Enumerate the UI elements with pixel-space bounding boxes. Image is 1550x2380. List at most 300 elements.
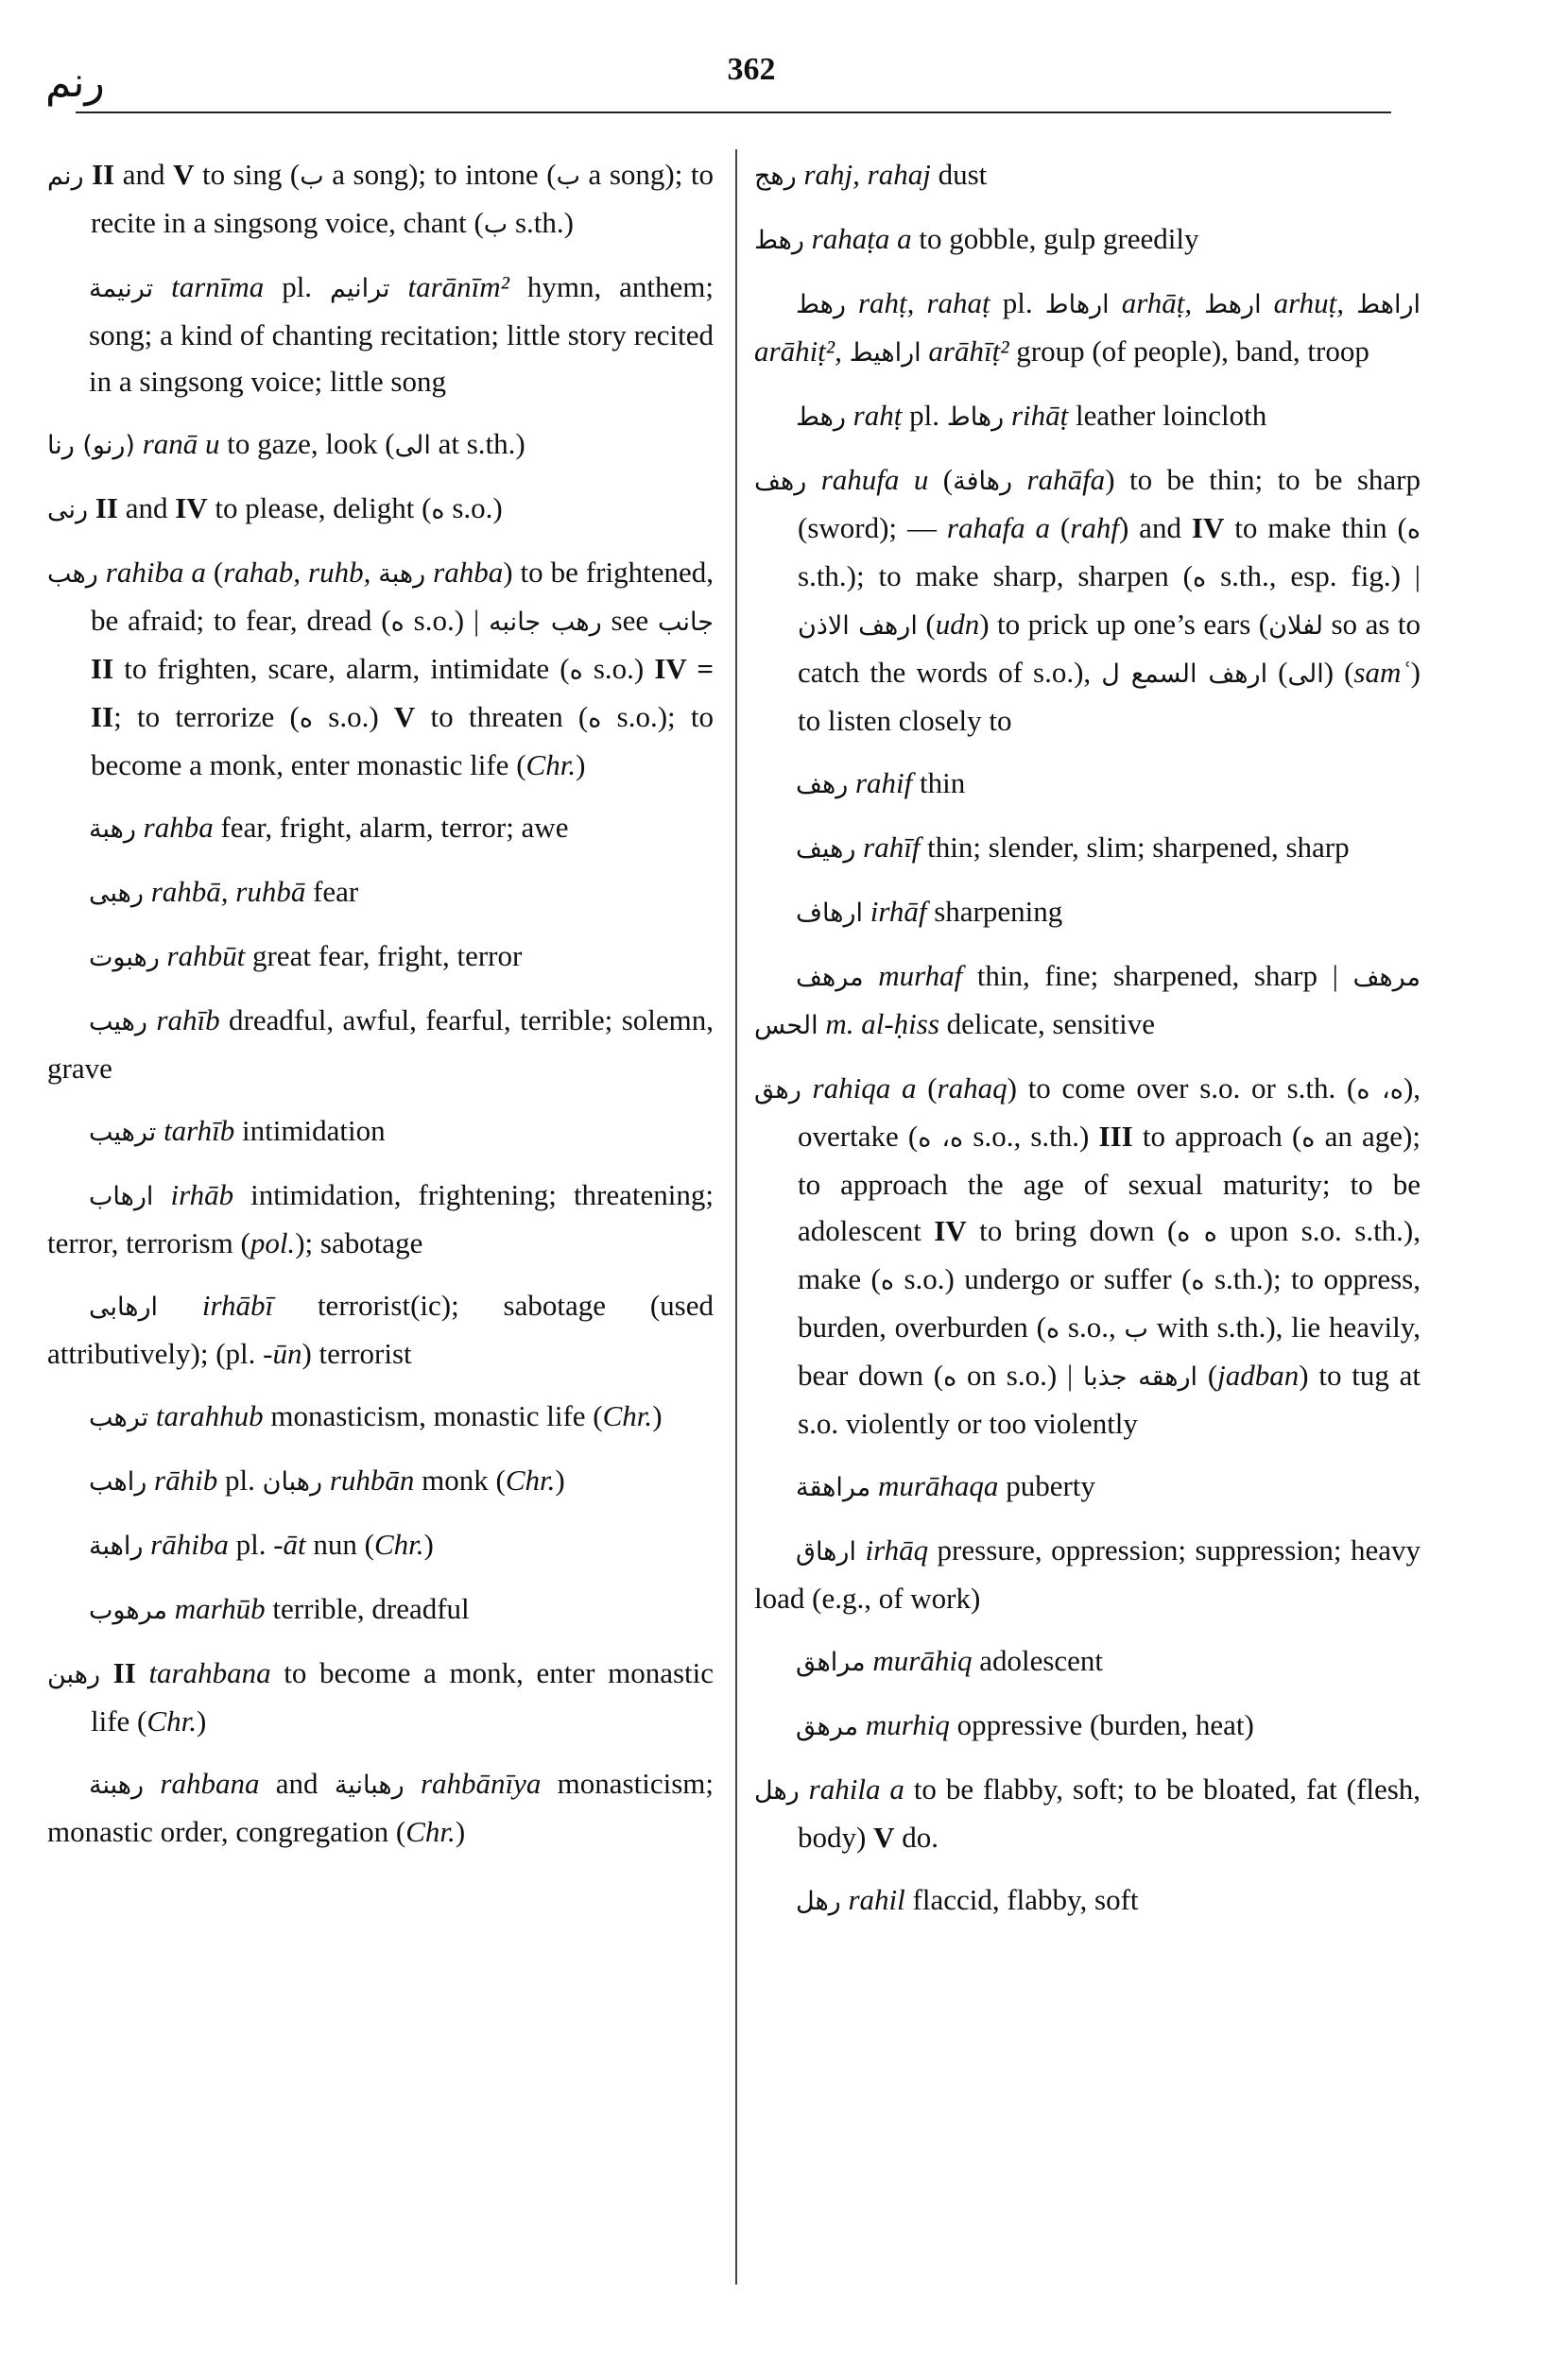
definition-text: to frighten, scare, alarm, intimidate ( [113, 652, 570, 685]
definition-text [100, 1656, 113, 1689]
page-header [0, 0, 1550, 123]
arabic-word: رهب [47, 559, 98, 589]
definition-text: and [114, 158, 174, 191]
definition-text: sharpening [926, 895, 1063, 928]
transliteration: rāhiba [150, 1528, 229, 1561]
definition-text: thin; slender, slim; sharpened, sharp [920, 830, 1350, 864]
transliteration: rahba [433, 556, 504, 589]
header-rule [76, 111, 1391, 113]
definition-text: terrible, dreadful [265, 1592, 470, 1625]
dictionary-subentry [47, 1760, 714, 1855]
dictionary-entry [754, 1065, 1421, 1447]
dictionary-subentry [47, 1585, 714, 1634]
arabic-word: ه [299, 704, 314, 733]
definition-text: to be flabby, soft; to be bloated, fat (flesh, body) [798, 1772, 1421, 1854]
stem-marker: IV [1191, 511, 1225, 544]
definition-text: with s.th.), lie heavily, bear down ( [798, 1310, 1421, 1392]
stem-marker: II [91, 652, 114, 685]
definition-text [848, 766, 855, 799]
transliteration: ruhbān [329, 1464, 415, 1497]
definition-text: thin [912, 766, 966, 799]
arabic-word: رهل [796, 1887, 841, 1916]
arabic-word: اراهيط [849, 338, 921, 368]
definition-text: ) to be thin; to be sharp (sword); — [798, 463, 1421, 544]
transliteration: rahāfa [1026, 463, 1106, 496]
definition-text [144, 1767, 160, 1800]
definition-text: pl. [217, 1464, 263, 1497]
arabic-word: ارهف الاذن [798, 611, 918, 641]
definition-text [156, 1114, 164, 1147]
definition-text: pl. [264, 270, 330, 303]
stem-marker: IV [934, 1214, 967, 1247]
arabic-word: رهف [796, 770, 849, 799]
transliteration: -ūn [263, 1337, 302, 1370]
definition-text: intimidation, frightening; threatening; terror, terrorism ( [47, 1178, 714, 1259]
definition-text: to please, delight ( [207, 491, 432, 524]
arabic-word: لفلان [1268, 611, 1323, 641]
transliteration: Chr. [146, 1704, 197, 1738]
definition-text: ) ( [1323, 656, 1354, 689]
definition-text: ) [196, 1704, 207, 1738]
definition-text [855, 830, 863, 864]
transliteration: rihāṭ [1010, 399, 1069, 432]
definition-text: a song); to intone ( [323, 158, 557, 191]
definition-text: to make thin ( [1224, 511, 1407, 544]
arabic-word: مراهق [796, 1648, 866, 1677]
definition-text: to become a monk, enter monastic life ( [91, 1656, 715, 1738]
arabic-word: ترهب [89, 1403, 149, 1432]
arabic-word: ه [1045, 1314, 1060, 1344]
definition-text: ( [917, 608, 936, 641]
arabic-word: رهيف [796, 834, 856, 864]
page-number: 362 [727, 52, 776, 87]
definition-text [1110, 286, 1122, 319]
arabic-word: رهق [754, 1075, 801, 1104]
definition-text: ) to tug at s.o. violently or too violently [798, 1359, 1421, 1440]
arabic-word: ه [390, 608, 405, 637]
arabic-word: رهاط [946, 402, 1005, 432]
definition-text [800, 1772, 809, 1806]
definition-text: ), overtake ( [798, 1071, 1421, 1153]
definition-text: ( [205, 556, 224, 589]
dictionary-subentry [754, 1637, 1421, 1686]
definition-text: ) to prick up one’s ears ( [979, 608, 1269, 641]
transliteration: irhābī [201, 1289, 274, 1322]
transliteration: murhiq [865, 1708, 950, 1741]
dictionary-subentry [754, 760, 1421, 808]
dictionary-subentry [47, 1107, 714, 1156]
transliteration: Chr. [505, 1464, 556, 1497]
stem-marker: IV = II [91, 652, 715, 733]
arabic-word: ه [1301, 1123, 1316, 1153]
transliteration: rahbānīya [420, 1767, 542, 1800]
transliteration: rahṭ, rahaṭ [857, 286, 990, 319]
arabic-word: ارهاق [796, 1537, 856, 1567]
definition-text [84, 158, 93, 191]
arabic-word: ارهقه جذبا [1082, 1362, 1198, 1392]
arabic-word: ترنيمة [89, 274, 154, 303]
definition-text: ) [652, 1399, 663, 1432]
definition-text [143, 1528, 150, 1561]
stem-marker: III [1098, 1120, 1133, 1153]
definition-text: dreadful, awful, fearful, terrible; solemn, grave [47, 1003, 714, 1085]
arabic-word: رهط [754, 226, 804, 255]
definition-text: s.th., esp. fig.) | [1206, 559, 1421, 592]
definition-text: pl. [228, 1528, 274, 1561]
transliteration: murāhiq [872, 1644, 973, 1677]
definition-text: to threaten ( [415, 700, 589, 733]
definition-text [846, 286, 858, 319]
stem-marker: V [173, 158, 195, 191]
definition-text: on s.o.) | [956, 1359, 1083, 1392]
definition-text [167, 1592, 175, 1625]
stem-marker: V [393, 700, 416, 733]
definition-text: ) to come over s.o. or s.th. ( [1007, 1071, 1357, 1104]
dictionary-subentry [754, 824, 1421, 872]
definition-text [1004, 399, 1011, 432]
arabic-word: رهبى [89, 879, 144, 908]
definition-text: nun ( [305, 1528, 374, 1561]
definition-text: to gaze, look ( [219, 427, 395, 460]
transliteration: tarahhub [155, 1399, 264, 1432]
definition-text [405, 1767, 421, 1800]
definition-text [846, 399, 853, 432]
definition-text: oppressive (burden, heat) [949, 1708, 1254, 1741]
definition-text: see [601, 604, 659, 637]
transliteration: rahafa a [946, 511, 1050, 544]
transliteration: ranā u [142, 427, 220, 460]
stem-marker: II [112, 1656, 136, 1689]
arabic-word: ه [1191, 1266, 1205, 1295]
definition-text [153, 270, 171, 303]
definition-text: upon s.o. s.th.), make ( [798, 1214, 1421, 1295]
arabic-word: ب [1124, 1314, 1148, 1344]
definition-text: s.o.); to become a monk, enter monastic life ( [91, 700, 714, 781]
transliteration: jadban [1217, 1359, 1300, 1392]
arabic-word: رهيب [89, 1007, 147, 1036]
definition-text [1012, 463, 1026, 496]
dictionary-subentry [47, 1172, 714, 1266]
definition-text [160, 939, 167, 972]
definition-text: great fear, fright, terror [245, 939, 523, 972]
definition-text: leather loincloth [1068, 399, 1267, 432]
definition-text: s.o., s.th.) [963, 1120, 1099, 1153]
definition-text: ) [423, 1528, 434, 1561]
definition-text: ( [1267, 656, 1288, 689]
stem-marker: II [95, 491, 118, 524]
arabic-word: (رنو) رنا [47, 431, 135, 460]
definition-text: do. [894, 1821, 939, 1854]
definition-text: ); sabotage [295, 1226, 423, 1259]
arabic-word: ب [300, 162, 324, 191]
arabic-word: ه [1406, 515, 1421, 544]
definition-text: s.o.) undergo or suffer ( [894, 1262, 1192, 1295]
definition-text: and [117, 491, 176, 524]
definition-text: ) terrorist [301, 1337, 412, 1370]
arabic-word: ه، ه [1356, 1075, 1404, 1104]
definition-text: monasticism, monastic life ( [263, 1399, 603, 1432]
definition-text: group (of people), band, troop [1008, 334, 1369, 368]
transliteration: samʿ [1353, 656, 1411, 689]
definition-text: ) and [1118, 511, 1192, 544]
dictionary-entry [754, 215, 1421, 264]
definition-text [870, 1469, 878, 1502]
definition-text: puberty [998, 1469, 1095, 1502]
dictionary-subentry [47, 804, 714, 852]
definition-text: and [259, 1767, 335, 1800]
definition-text: ) [576, 748, 586, 781]
dictionary-subentry [754, 952, 1421, 1049]
arabic-word: ه [569, 656, 583, 685]
arabic-word: اراهط [1356, 290, 1421, 319]
stem-marker: V [873, 1821, 895, 1854]
transliteration: tarānīm² [407, 270, 509, 303]
definition-text: thin, fine; sharpened, sharp | [962, 959, 1353, 992]
definition-text: s.o.) | [404, 604, 490, 637]
stem-marker: IV [175, 491, 208, 524]
arabic-word: رنى [47, 495, 89, 524]
transliteration: rahiba a [105, 556, 206, 589]
definition-text: pl. [990, 286, 1045, 319]
transliteration: murāhaqa [877, 1469, 999, 1502]
dictionary-subentry [754, 1463, 1421, 1511]
arabic-word: مرهوب [89, 1596, 167, 1625]
definition-text [804, 222, 812, 255]
transliteration: arāhiṭ², [754, 334, 842, 368]
transliteration: rahab, ruhb, [223, 556, 371, 589]
definition-text: s.o.) [444, 491, 503, 524]
definition-text [806, 463, 820, 496]
arabic-word: ه [880, 1266, 895, 1295]
arabic-word: رهبانية [334, 1771, 405, 1800]
arabic-word: ارهف السمع ل [1101, 659, 1268, 689]
arabic-word: رهف [754, 467, 807, 496]
arabic-word: الى [394, 431, 431, 460]
arabic-word: رهل [754, 1776, 800, 1806]
definition-text: at s.th.) [430, 427, 525, 460]
definition-text [148, 1399, 156, 1432]
definition-text: flaccid, flabby, soft [904, 1883, 1139, 1916]
arabic-word: راهب [89, 1467, 147, 1497]
transliteration: rāhib [154, 1464, 218, 1497]
definition-text: s.o., [1059, 1310, 1125, 1344]
definition-text: ( [1050, 511, 1071, 544]
definition-text [158, 1289, 202, 1322]
definition-text [1344, 286, 1356, 319]
dictionary-entry [47, 420, 714, 469]
arabic-word: ب [483, 210, 508, 239]
transliteration: Chr. [525, 748, 577, 781]
definition-text: ) [455, 1815, 466, 1848]
arabic-word: رهج [754, 162, 797, 191]
arabic-word: مرهق [796, 1712, 859, 1741]
dictionary-entry [754, 456, 1421, 744]
definition-text: so as to catch the words of s.o.), [798, 608, 1421, 689]
arabic-word: ه ه [1177, 1218, 1217, 1247]
dictionary-entry [47, 151, 714, 248]
arabic-word: ارهاب [89, 1182, 154, 1211]
definition-text [322, 1464, 330, 1497]
dictionary-subentry [754, 888, 1421, 936]
arabic-word: رهب جانبه [489, 608, 602, 637]
definition-text [147, 1003, 156, 1036]
definition-text [88, 491, 95, 524]
definition-text: a song); to recite in a singsong voice, chant ( [91, 158, 715, 239]
arabic-word: ه [431, 495, 445, 524]
definition-text: monk ( [414, 1464, 506, 1497]
transliteration: rahba [143, 811, 214, 844]
transliteration: rahiqa a [812, 1071, 917, 1104]
dictionary-entry [47, 485, 714, 533]
dictionary-entry [47, 1650, 714, 1744]
definition-text [863, 895, 870, 928]
definition-text: terrorist(ic); sabotage (used attributively); (pl. [47, 1289, 714, 1370]
left-column [47, 151, 714, 1871]
definition-text: adolescent [972, 1644, 1104, 1677]
arabic-word: ه [588, 704, 602, 733]
definition-text: s.o.) [582, 652, 655, 685]
transliteration: rahaṭa a [811, 222, 912, 255]
definition-text [1262, 286, 1274, 319]
dictionary-subentry [47, 1457, 714, 1505]
arabic-word: رهط [796, 402, 846, 432]
dictionary-subentry [754, 1702, 1421, 1750]
definition-text: ) [555, 1464, 565, 1497]
definition-text [425, 556, 433, 589]
arabic-word: ارهاف [796, 899, 863, 928]
definition-text [135, 427, 143, 460]
definition-text: ; to terrorize ( [113, 700, 300, 733]
definition-text: ( [1197, 1359, 1218, 1392]
transliteration: rahufa u [820, 463, 929, 496]
definition-text: s.th.); to make sharp, sharpen ( [798, 559, 1194, 592]
arabic-word: مراهقة [796, 1473, 871, 1502]
definition-text [146, 1464, 154, 1497]
definition-text: ( [928, 463, 954, 496]
arabic-word: ارهط [1204, 290, 1262, 319]
dictionary-subentry [47, 1282, 714, 1377]
definition-text: s.th.) [508, 206, 574, 239]
dictionary-entry [754, 151, 1421, 199]
transliteration: rahīb [156, 1003, 220, 1036]
definition-text: s.o.) [313, 700, 394, 733]
transliteration: pol. [250, 1226, 296, 1259]
definition-text: fear, fright, alarm, terror; awe [213, 811, 569, 844]
arabic-word: رهبوت [89, 943, 160, 972]
transliteration: rahila a [808, 1772, 904, 1806]
transliteration: irhāf [870, 895, 927, 928]
definition-text: to gobble, gulp greedily [911, 222, 1199, 255]
dictionary-entry [47, 549, 714, 788]
arabic-word: ه [943, 1362, 957, 1392]
arabic-word: رهبان [262, 1467, 323, 1497]
definition-text [136, 811, 144, 844]
definition-text: pl. [902, 399, 947, 432]
arabic-word: ارهاط [1044, 290, 1110, 319]
definition-text: an age); to approach the age of sexual maturity; to be adolescent [798, 1120, 1421, 1247]
definition-text: pressure, oppression; suppression; heavy load (e.g., of work) [754, 1533, 1421, 1615]
definition-text [136, 1656, 149, 1689]
right-column [754, 151, 1421, 1941]
transliteration: marhūb [174, 1592, 266, 1625]
arabic-word: ه [1193, 563, 1207, 592]
transliteration: rahīf [863, 830, 921, 864]
definition-text [144, 875, 151, 908]
transliteration: rahṭ [852, 399, 903, 432]
transliteration: arhāṭ, [1121, 286, 1193, 319]
transliteration: arhuṭ, [1273, 286, 1345, 319]
arabic-word: رهبة [89, 814, 136, 844]
transliteration: m. al-ḥiss [825, 1007, 939, 1040]
dictionary-subentry [47, 1393, 714, 1441]
definition-text: s.th.); to oppress, burden, overburden ( [798, 1262, 1421, 1344]
dictionary-subentry [47, 997, 714, 1091]
arabic-word: رهبنة [89, 1771, 145, 1800]
transliteration: rahj, rahaj [803, 158, 931, 191]
transliteration: irhāb [170, 1178, 234, 1211]
definition-text [153, 1178, 170, 1211]
guide-word: رنم [45, 59, 105, 107]
arabic-word: ترانيم [329, 274, 390, 303]
dictionary-subentry [754, 1876, 1421, 1925]
definition-text: fear [305, 875, 359, 908]
arabic-word: رهبن [47, 1660, 100, 1689]
arabic-word: رهافة [953, 467, 1013, 496]
transliteration: rahf [1070, 511, 1119, 544]
dictionary-subentry [754, 392, 1421, 440]
arabic-word: مرهف [796, 963, 864, 992]
definition-text [390, 270, 408, 303]
transliteration: Chr. [405, 1815, 456, 1848]
definition-text: intimidation [234, 1114, 386, 1147]
definition-text [98, 556, 106, 589]
transliteration: rahif [854, 766, 913, 799]
transliteration: Chr. [373, 1528, 424, 1561]
transliteration: tarnīma [171, 270, 265, 303]
definition-text [1192, 286, 1204, 319]
dictionary-entry [754, 1766, 1421, 1860]
arabic-word: ه، ه [918, 1123, 964, 1153]
definition-text: dust [930, 158, 988, 191]
transliteration: udn [935, 608, 980, 641]
transliteration: rahbana [160, 1767, 260, 1800]
arabic-word: راهبة [89, 1532, 144, 1561]
dictionary-subentry [47, 264, 714, 404]
dictionary-subentry [47, 1521, 714, 1569]
arabic-word: ب [556, 162, 580, 191]
definition-text: hymn, anthem; song; a kind of chanting recitation; little story recited in a singsong voice; little song [89, 270, 714, 398]
definition-text: monasticism; monastic order, congregation ( [47, 1767, 715, 1848]
transliteration: Chr. [602, 1399, 653, 1432]
arabic-word: ارهابى [89, 1293, 159, 1322]
definition-text: ) to listen closely to [798, 656, 1421, 737]
transliteration: -āt [273, 1528, 306, 1561]
definition-text [801, 1071, 813, 1104]
definition-text: ) to be frightened, be afraid; to fear, dread ( [91, 556, 714, 637]
arabic-word: رهبة [378, 559, 426, 589]
dictionary-subentry [754, 1527, 1421, 1621]
transliteration: tarhīb [164, 1114, 235, 1147]
arabic-word: مرهف الحس [754, 963, 1421, 1040]
definition-text: ( [916, 1071, 938, 1104]
stem-marker: II [92, 158, 115, 191]
column-divider [735, 149, 737, 2285]
dictionary-subentry [47, 933, 714, 981]
transliteration: rahbūt [166, 939, 246, 972]
transliteration: irhāq [865, 1533, 929, 1567]
arabic-word: الى [1287, 659, 1324, 689]
transliteration: rahbā, ruhbā [150, 875, 306, 908]
